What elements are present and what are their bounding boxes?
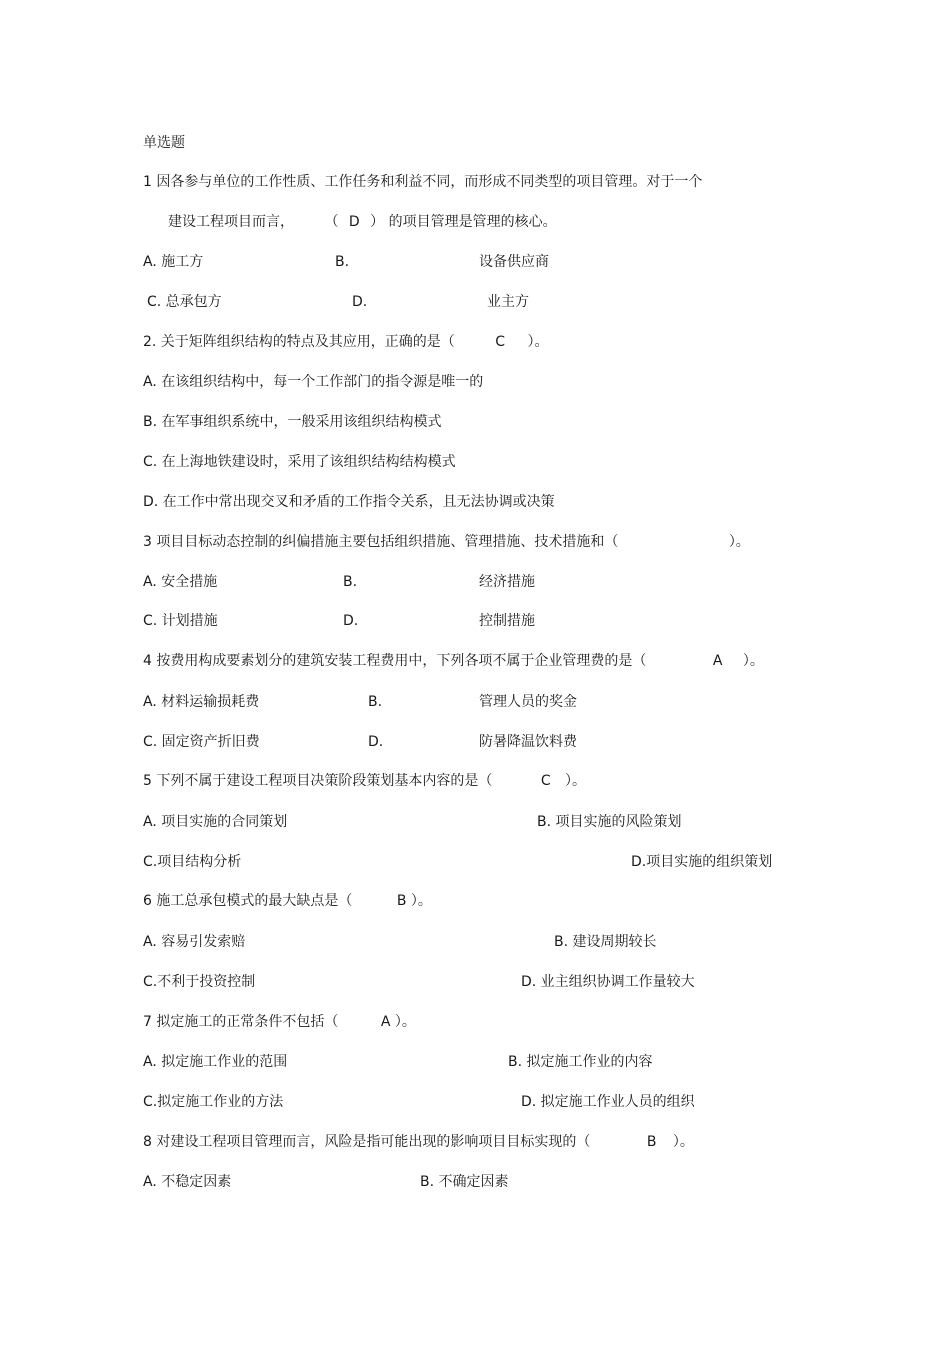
question-1-stem: 1 因各参与单位的工作性质、工作任务和利益不同，而形成不同类型的项目管理。对于一个 xyxy=(143,174,703,190)
question-6-option-c: C.不利于投资控制 xyxy=(143,974,256,990)
question-2-stem-pre: 2. 关于矩阵组织结构的特点及其应用，正确的是（ xyxy=(143,334,455,350)
question-7-option-d: D. 拟定施工作业人员的组织 xyxy=(521,1094,695,1110)
question-4-stem-pre: 4 按费用构成要素划分的建筑安装工程费用中，下列各项不属于企业管理费的是（ xyxy=(143,653,647,669)
question-5-option-b: B. 项目实施的风险策划 xyxy=(537,814,682,830)
question-3-stem-pre: 3 项目目标动态控制的纠偏措施主要包括组织措施、管理措施、技术措施和（ xyxy=(143,534,619,550)
question-7-option-c: C.拟定施工作业的方法 xyxy=(143,1094,284,1110)
question-1-option-a: A. 施工方 xyxy=(143,254,204,270)
question-1-option-c: C. 总承包方 xyxy=(147,294,222,310)
question-4-option-d: D. xyxy=(368,734,384,750)
question-2-option-c: C. 在上海地铁建设时，采用了该组织结构结构模式 xyxy=(143,454,456,470)
question-4-option-b-text: 管理人员的奖金 xyxy=(479,694,577,710)
question-4-stem xyxy=(143,652,764,670)
question-7-stem-pre: 7 拟定施工的正常条件不包括（ xyxy=(143,1014,339,1030)
question-2-close: ）。 xyxy=(527,334,549,350)
question-5-option-c: C.项目结构分析 xyxy=(143,854,242,870)
question-4-option-c: C. 固定资产折旧费 xyxy=(143,734,260,750)
question-3-stem xyxy=(143,533,750,551)
question-7-stem xyxy=(143,1013,416,1031)
question-7-close: ）。 xyxy=(394,1014,416,1030)
question-3-close: ）。 xyxy=(728,534,750,550)
question-6-option-a: A. 容易引发索赔 xyxy=(143,934,246,950)
question-3-option-a: A. 安全措施 xyxy=(143,574,218,590)
question-2-stem xyxy=(143,333,549,351)
question-6-stem xyxy=(143,892,432,910)
question-1-stem-cont xyxy=(168,213,557,231)
question-3-option-c: C. 计划措施 xyxy=(143,613,218,629)
question-1-option-d-text: 业主方 xyxy=(487,294,529,310)
question-7-option-b: B. 拟定施工作业的内容 xyxy=(508,1054,653,1070)
question-8-answer: B xyxy=(646,1134,657,1150)
question-5-stem-pre: 5 下列不属于建设工程项目决策阶段策划基本内容的是（ xyxy=(143,773,493,789)
question-1-stem-pre: 建设工程项目而言， xyxy=(168,214,294,230)
question-2-option-d: D. 在工作中常出现交叉和矛盾的工作指令关系，且无法协调或决策 xyxy=(143,494,555,510)
question-8-stem xyxy=(143,1133,694,1151)
question-6-option-b: B. 建设周期较长 xyxy=(554,934,657,950)
section-heading: 单选题 xyxy=(143,135,185,151)
question-6-close: ）。 xyxy=(410,893,432,909)
question-6-stem-pre: 6 施工总承包模式的最大缺点是（ xyxy=(143,893,353,909)
question-3-option-b-text: 经济措施 xyxy=(479,574,535,590)
question-4-option-a: A. 材料运输损耗费 xyxy=(143,694,260,710)
question-4-answer: A xyxy=(712,653,723,669)
question-4-option-d-text: 防暑降温饮料费 xyxy=(479,734,577,750)
question-6-answer: B xyxy=(396,893,407,909)
question-4-option-b: B. xyxy=(368,694,383,710)
question-2-option-a: A. 在该组织结构中，每一个工作部门的指令源是唯一的 xyxy=(143,374,484,390)
question-5-answer: C xyxy=(540,773,551,789)
question-3-option-d: D. xyxy=(343,613,359,629)
question-5-option-d: D.项目实施的组织策划 xyxy=(631,854,773,870)
question-5-option-a: A. 项目实施的合同策划 xyxy=(143,814,288,830)
question-1-answer: D xyxy=(348,214,360,230)
question-2-answer: C xyxy=(495,334,506,350)
question-1-close: ） xyxy=(370,214,385,230)
question-3-option-d-text: 控制措施 xyxy=(479,613,535,629)
question-1-option-b: B. xyxy=(335,254,350,270)
question-1-open: （ xyxy=(324,214,339,230)
question-8-option-a: A. 不稳定因素 xyxy=(143,1174,232,1190)
question-1-option-d: D. xyxy=(352,294,368,310)
question-1-option-b-text: 设备供应商 xyxy=(479,254,549,270)
question-4-close: ）。 xyxy=(742,653,764,669)
question-2-option-b: B. 在军事组织系统中，一般采用该组织结构模式 xyxy=(143,414,442,430)
question-3-option-b: B. xyxy=(343,574,358,590)
question-8-close: ）。 xyxy=(672,1134,694,1150)
question-5-stem xyxy=(143,772,586,790)
question-5-close: ）。 xyxy=(565,773,587,789)
question-1-stem-post: 的项目管理是管理的核心。 xyxy=(388,214,557,230)
question-7-answer: A xyxy=(380,1014,391,1030)
question-8-stem-pre: 8 对建设工程项目管理而言，风险是指可能出现的影响项目目标实现的（ xyxy=(143,1134,591,1150)
question-8-option-b: B. 不确定因素 xyxy=(420,1174,509,1190)
question-7-option-a: A. 拟定施工作业的范围 xyxy=(143,1054,288,1070)
question-6-option-d: D. 业主组织协调工作量较大 xyxy=(521,974,695,990)
